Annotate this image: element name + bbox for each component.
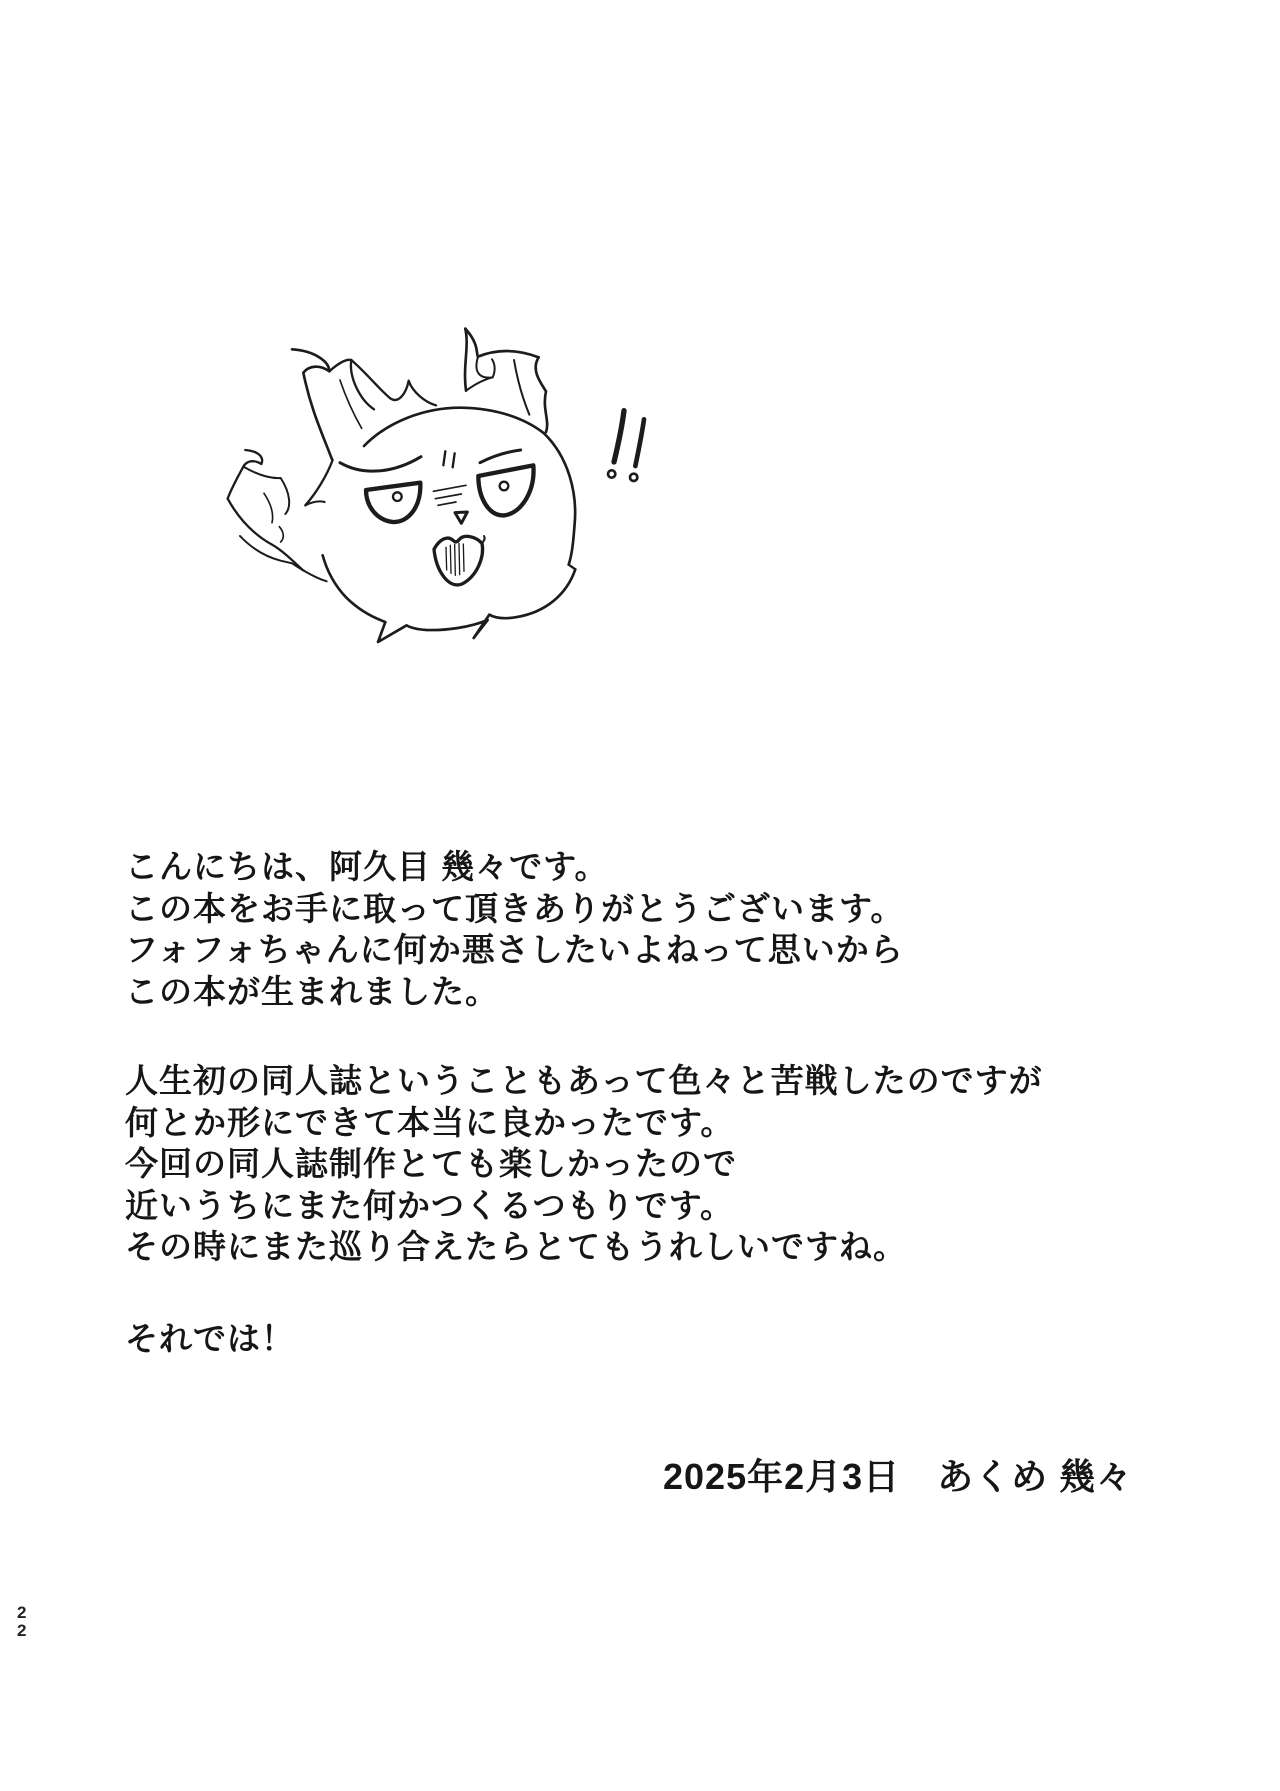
face-outline — [305, 408, 575, 642]
nose — [455, 512, 467, 523]
afterword-line: フォフォちゃんに何か悪さしたいよねって思いから — [125, 931, 904, 968]
page-number-digit: 2 — [17, 1621, 27, 1640]
left-eye — [366, 483, 420, 522]
afterword-line: 人生初の同人誌ということもあって色々と苦戦したのですが — [125, 1062, 1043, 1099]
eyebrows — [340, 450, 521, 471]
afterword-paragraph-2 — [125, 1060, 1043, 1268]
afterword-line: 近いうちにまた何かつくるつもりです。 — [125, 1186, 735, 1224]
afterword-closing — [125, 1318, 295, 1360]
mouth — [434, 536, 485, 585]
afterword-line: その時にまた巡り合えたらとてもうれしいですね。 — [125, 1228, 907, 1265]
flaming-creature-sketch — [160, 260, 680, 660]
right-flame-ear — [465, 329, 547, 432]
tongue-hatching — [446, 543, 464, 575]
left-flame-wisp — [228, 450, 327, 581]
afterword-line: この本が生まれました。 — [125, 972, 499, 1010]
exclamation-marks — [608, 411, 644, 481]
afterword-line: この本をお手に取って頂きありがとうございます。 — [125, 889, 905, 927]
left-flame-ear — [292, 349, 436, 459]
cheek-whiskers — [433, 485, 466, 505]
afterword-line: 何とか形にできて本当に良かったです。 — [125, 1103, 735, 1141]
closing-line: それでは！ — [125, 1320, 295, 1357]
signature-date-line: 2025年2月3日 あくめ 幾々 — [663, 1456, 1134, 1497]
afterword-paragraph-1 — [125, 846, 904, 1012]
page-number-digit: 2 — [17, 1603, 27, 1622]
afterword-line: 今回の同人誌制作とても楽しかったので — [125, 1145, 737, 1182]
right-eye — [478, 465, 533, 515]
flaming-creature-illustration — [160, 260, 680, 660]
afterword-line: こんにちは、阿久目 幾々です。 — [125, 848, 609, 885]
page-number — [17, 1604, 26, 1640]
